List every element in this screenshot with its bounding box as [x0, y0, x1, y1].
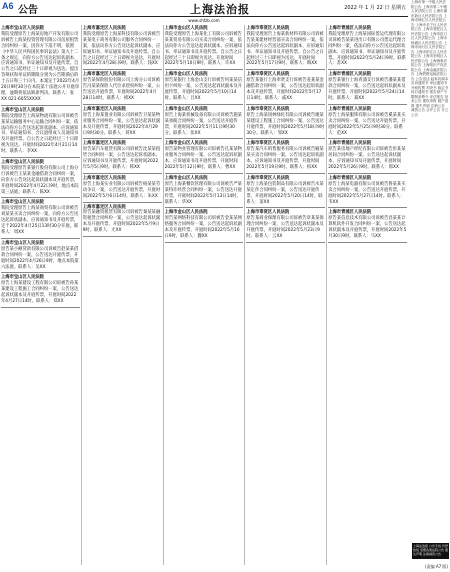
notice-item: [165, 175, 244, 209]
notice-item: [165, 140, 244, 174]
footer-ad: 上海法治报 公告专线 刊登热线 受理各类法院公告 遗失声明 注销减资公告: [412, 543, 449, 559]
notice-item: [328, 25, 407, 70]
notice-body: 原告某信息技术有限公司诉被告昌某某计算机软件开发合同纠纷一案，公告送达起诉状副本及开庭传票，开庭时间2022年5月30日9时。联系人：马XX: [328, 216, 407, 240]
notice-body: 我院受理原告上海某商贸有限公司诉被告刘某某买卖合同纠纷一案，向你方公告送达起诉状副本、应诉通知书及开庭传票，定于2022年4月25日13时30分开庭。联系人：周XX: [1, 206, 79, 235]
notice-item: [1, 240, 80, 274]
notice-body: 原告某房地产经纪有限公司诉被告彭某某居间合同纠纷一案，公告送达起诉状副本、应诉通知书及开庭传票，开庭时间2022年5月26日9时。联系人：郎XX: [328, 147, 406, 171]
notice-item: [1, 274, 80, 308]
notice-item: [165, 71, 244, 105]
notice-court-name: 上海市嘉定区人民法院: [82, 204, 126, 210]
notice-body: 原告上海某服饰有限公司诉被告奚某某买卖合同纠纷一案，公告送达开庭传票，开庭时间2022年5月25日9时30分。联系人：范XX: [328, 112, 406, 136]
notice-body: 我院受理原告上海某化工有限公司诉被告某某贸易有限公司买卖合同纠纷一案，依法向你方公告送达起诉状副本、应诉通知书、举证通知书及开庭传票。自公告之日起经过三十日即视为送达。开庭时间2022年5月10日9时。联系人：许XX: [164, 31, 242, 67]
notice-court-name: 上海市嘉定区人民法院: [82, 141, 126, 147]
notice-court-name: 上海市金山区人民法院: [164, 72, 208, 78]
notice-body: 原告某银行上海金山支行诉被告何某某信用卡纠纷一案，公告送达起诉状副本及开庭传票，开庭时间2022年5月10日14时。联系人：吕XX: [164, 78, 242, 101]
notice-body: 原告某银行上海奉贤支行诉被告姜某某金融借款合同纠纷一案，公告送达起诉状副本及开庭传票，开庭时间2022年5月17日14时。联系人：戚XX: [246, 78, 324, 101]
strip-text: 上海市第一中级人民法院公告 上海市第二中级人民法院公告 上海市浦东新区人民法院公告 上海市徐汇区人民法院公告 上海市长宁区人民法院公告 上海市普陀区人民法院公告 上海市虹口区人民法院公告 上海市杨浦区人民法院公告 上海市闵行区人民法院公告 上海市松江区人民法院公告 上海市崇明区人民法院公告 上海海事法院公告 上海知识产权法院公告 上海金融法院公告 上海铁路运输法院公告 公告送达 起诉状副本 应诉通知书 举证通知书 开庭传票 判决书 裁定书 执行通知书 报告财产令 限制消费令 评估报告 拍卖公告 债权申报 破产清算 遗失声明 注销公告 减资公告 合并公告 分立公告: [411, 0, 449, 117]
notice-court-name: 上海市宝山区人民法院: [1, 275, 44, 281]
notice-item: [246, 25, 325, 70]
notice-court-name: 上海市金山区人民法院: [164, 175, 208, 181]
notice-court-name: 上海市嘉定区人民法院: [82, 175, 126, 181]
notice-body: 我院受理原告上海某科技有限公司诉被告某某电子商务有限公司服务合同纠纷一案，依法向你方公告送达起诉状副本、应诉通知书、举证通知书及开庭传票。自公告之日起经过三十日即视为送达，开庭时间2022年4月28日9时。联系人：钱XX: [82, 31, 161, 67]
page-code: A6: [2, 1, 14, 11]
notice-body: 原告上海某建设工程有限公司诉被告孙某某建设工程施工合同纠纷一案，公告送达起诉状副本及开庭传票，开庭时间2022年4月27日14时。联系人：郑XX: [1, 281, 79, 305]
right-notice-strip: [410, 0, 450, 572]
notice-body: 原告上海某包装制品有限公司诉被告水某某定作合同纠纷一案，公告送达开庭传票，开庭时间2022年5月20日14时。联系人：窦XX: [246, 181, 324, 205]
notice-column: [0, 25, 82, 565]
notice-item: [246, 209, 325, 243]
notice-court-name: 上海市金山区人民法院: [164, 141, 208, 147]
notice-item: [83, 175, 162, 203]
newspaper-title: 上海法治报: [190, 3, 250, 16]
notice-item: [328, 106, 407, 140]
notice-body: 原告某网络科技有限公司诉被告金某某网络服务合同纠纷一案，公告送达起诉状副本及开庭传票，开庭时间2022年5月16日9时。联系人：魏XX: [164, 216, 242, 240]
notice-item: [246, 71, 325, 105]
notice-body: 原告某物业管理有限公司诉被告孔某某物业服务合同纠纷一案，公告送达起诉状副本、应诉通知书及开庭传票，开庭时间2022年5月12日9时。联系人：曹XX: [164, 147, 242, 171]
notice-court-name: 上海市青浦区人民法院: [328, 175, 372, 181]
notice-body: 原告某商业保理有限公司诉被告章某某保理合同纠纷一案，公告送达起诉状副本及开庭传票，开庭时间2022年5月23日9时。联系人：云XX: [246, 216, 324, 240]
notice-court-name: 上海市奉贤区人民法院: [246, 210, 290, 216]
notice-columns: [0, 25, 408, 565]
notice-item: [165, 25, 244, 70]
notice-court-name: 上海市青浦区人民法院: [328, 210, 372, 216]
notice-column: [327, 25, 408, 565]
notice-court-name: 上海市宝山区人民法院: [1, 240, 44, 246]
notice-body: 我院受理原告上海某国际货运代理有限公司诉被告某某进出口有限公司货运代理合同纠纷一案，依法向你方公告送达起诉状副本、应诉通知书、举证通知书及开庭传票。开庭时间2022年5月24日9时。联系人：苏XX: [328, 31, 406, 67]
notice-item: [165, 209, 244, 243]
notice-item: [246, 140, 325, 174]
notice-item: [328, 71, 407, 105]
notice-body: 原告某银行上海青浦支行诉被告潘某某借款合同纠纷一案，公告送达起诉状副本及开庭传票，开庭时间2022年5月24日14时。联系人：葛XX: [328, 78, 406, 101]
notice-item: [83, 204, 162, 238]
notice-court-name: 上海市奉贤区人民法院: [246, 26, 290, 31]
notice-item: [1, 159, 80, 198]
notice-court-name: 上海市嘉定区人民法院: [82, 26, 126, 31]
notice-column: [82, 25, 164, 565]
website-line: www.shfzb.com: [188, 18, 220, 23]
notice-court-name: 上海市奉贤区人民法院: [246, 72, 290, 78]
masthead: [0, 0, 408, 17]
notice-item: [1, 25, 80, 106]
notice-court-name: 上海市宝山区人民法院: [1, 200, 44, 206]
notice-body: 原告某汽车销售服务有限公司诉被告喻某某买卖合同纠纷一案，公告送达起诉状副本、应诉通知书及开庭传票，开庭时间2022年5月19日9时。联系人：柏XX: [246, 147, 324, 171]
notice-item: [83, 140, 162, 174]
notice-body: 原告某汽车租赁有限公司诉被告沈某某租赁合同纠纷一案，公告送达起诉状副本、应诉通知书及开庭传票，开庭时间2022年5月5日9时。联系人：韩XX: [82, 147, 161, 171]
editor-line: (责编 A7 版): [425, 564, 448, 569]
notice-court-name: 上海市奉贤区人民法院: [246, 175, 290, 181]
notice-body: 原告上海某置业有限公司诉被告卫某某物业服务合同纠纷一案，公告送达起诉状副本及开庭传票，开庭时间2022年4月29日9时30分。联系人：蒋XX: [82, 112, 161, 136]
notice-item: [165, 106, 244, 140]
notice-body: 原告上海某餐饮管理有限公司诉被告严某某特许经营合同纠纷一案，公告送达开庭传票，开庭时间2022年5月13日14时。联系人：华XX: [164, 181, 242, 205]
notice-column: [245, 25, 327, 565]
notice-court-name: 上海市青浦区人民法院: [328, 141, 372, 147]
section-title: 公告: [18, 5, 38, 16]
notice-item: [83, 25, 162, 70]
notice-body: 我院受理原告上海某物流有限公司诉被告某某运输服务中心运输合同纠纷一案，依法向你方公告送达起诉状副本、应诉通知书、举证通知书、合议庭组成人员通知书及开庭传票。自公告之日起经过三十日即视为送达。开庭时间2022年4月21日14时。联系人：李XX: [1, 113, 79, 155]
notice-body: 原告某保险股份有限公司上海分公司诉被告冯某某保险人代位求偿权纠纷一案，公告送达开庭传票，开庭时间2022年4月28日14时。联系人：褚XX: [82, 78, 161, 101]
notice-court-name: 上海市宝山区人民法院: [1, 107, 44, 113]
notice-court-name: 上海市奉贤区人民法院: [246, 106, 290, 112]
notice-body: 原告某小额贷款有限公司诉被告赵某某借款合同纠纷一案，公告送达开庭传票，开庭时间2022年4月26日9时，地点本院第六法庭。联系人：吴XX: [1, 246, 79, 270]
notice-body: 原告上海某园林绿化有限公司诉被告谢某某建设工程施工合同纠纷一案，公告送达开庭传票，开庭时间2022年5月18日9时30分。联系人：邹XX: [246, 112, 325, 136]
notice-body: 原告上海某机械设备有限公司诉被告施某某承揽合同纠纷一案，公告送达开庭传票，开庭时间2022年5月11日9时30分。联系人：张XX: [164, 112, 242, 136]
notice-body: 我院受理原告上海某新材料有限公司诉被告某某建材经营部买卖合同纠纷一案，依法向你方公告送达起诉状副本、应诉通知书、举证通知书及开庭传票。自公告之日起经过三十日即视为送达。开庭时间2022年5月17日9时。联系人：陶XX: [246, 31, 324, 67]
notice-court-name: 上海市宝山区人民法院: [1, 160, 44, 166]
issue-date: 2022 年 1 月 22 日 星期五: [344, 5, 406, 11]
notice-body: 我院受理原告上海某房地产开发有限公司诉被告上海某投资管理有限公司房屋租赁合同纠纷一案，因你方下落不明，依照《中华人民共和国民事诉讼法》第九十二条之规定，向你方公告送达起诉状副本、应诉通知书、举证通知书及开庭传票。自公告之日起经过三十日即视为送达。提出答辩状和举证的期限分别为公告期满后的十五日和三十日内。本案定于2022年4月20日9时30分在本院第十法庭公开开庭审理，逾期将依法缺席判决。联系人：张XX 021-6055XXXX: [1, 31, 80, 102]
notice-court-name: 上海市嘉定区人民法院: [82, 72, 126, 78]
notice-court-name: 上海市奉贤区人民法院: [246, 141, 290, 147]
notice-item: [328, 175, 407, 209]
notice-court-name: 上海市青浦区人民法院: [328, 72, 372, 78]
notice-column: [164, 25, 246, 565]
notice-body: 原告上海某实业有限公司诉被告杨某某劳动争议一案，公告送达开庭传票，开庭时间2022年5月6日14时。联系人：朱XX: [82, 181, 161, 199]
notice-court-name: 上海市金山区人民法院: [164, 26, 208, 31]
notice-item: [1, 199, 80, 238]
notice-court-name: 上海市青浦区人民法院: [328, 26, 372, 31]
notice-court-name: 上海市宝山区人民法院: [1, 26, 44, 31]
notice-item: [328, 140, 407, 174]
notice-body: 原告上海某电器有限公司诉被告鲁某某买卖合同纠纷一案，公告送达开庭传票，开庭时间2022年5月27日14时。联系人：韦XX: [328, 181, 406, 205]
notice-body: 我院受理原告某银行股份有限公司上海分行诉被告王某某金融借款合同纠纷一案，向你方公告送达起诉状副本及开庭传票，开庭时间2022年4月22日9时，地点本院第三法庭。联系人：陈XX: [1, 165, 79, 195]
notice-court-name: 上海市嘉定区人民法院: [82, 106, 126, 112]
notice-item: [1, 107, 80, 158]
notice-item: [83, 71, 162, 105]
notice-item: [83, 106, 162, 140]
notice-court-name: 上海市青浦区人民法院: [328, 106, 372, 112]
notice-court-name: 上海市金山区人民法院: [164, 210, 208, 216]
notice-body: 原告某融资租赁有限公司诉被告秦某某融资租赁合同纠纷一案，公告送达起诉状副本及开庭传票，开庭时间2022年5月9日9时。联系人：尤XX: [82, 210, 161, 234]
notice-item: [328, 209, 407, 243]
notice-court-name: 上海市金山区人民法院: [164, 106, 208, 112]
notice-item: [246, 175, 325, 209]
notice-item: [246, 106, 325, 140]
